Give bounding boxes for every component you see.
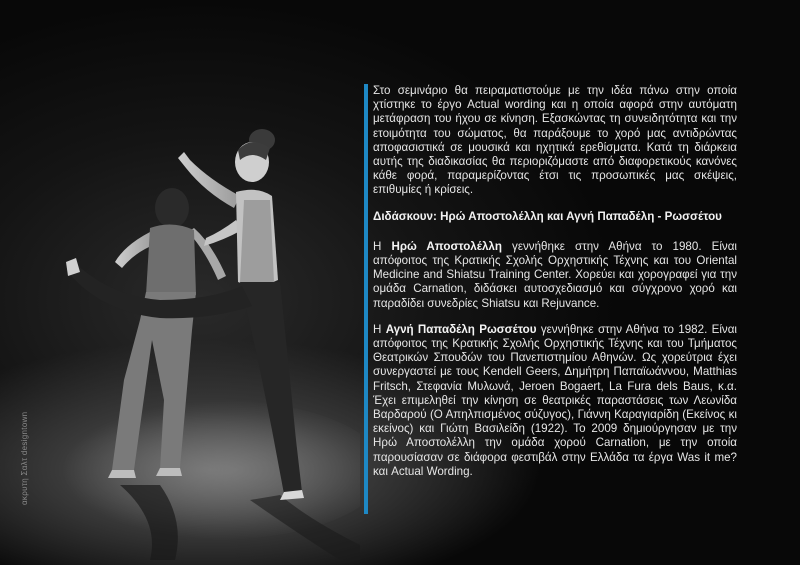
- bio-apostolelli: [373, 240, 737, 311]
- bio-apostolelli-text: γεννήθηκε στην Αθήνα το 1980. Είναι απόφοιτος της Κρατικής Σχολής Ορχηστικής Τέχνης και του Oriental Medicine and Shiatsu Training Center. Χορεύει και χορογραφεί για την ομάδα Carnation, διδάσκει αυτοσχεδιασμό και σύγχρονο χορό και παραδίδει συνεδρίες Shiatsu και Rejuvance.: [373, 239, 737, 310]
- bio-papadeli-prefix: Η: [373, 322, 386, 336]
- bio-apostolelli-prefix: Η: [373, 239, 392, 253]
- bio-papadeli-text: γεννήθηκε στην Αθήνα το 1982. Είναι απόφοιτος της Κρατικής Σχολής Ορχηστικής Τέχνης και του Τμήματος Θεατρικών Σπουδών του Πανεπιστημίου Αθηνών. Ως χορεύτρια έχει συνεργαστεί με τους Kendell Geers, Δημήτρη Παπαϊωάννου, Matthias Fritsch, Στεφανία Μυλωνά, Jeroen Bogaert, La Fura dels Baus, κ.α. Έχει επιμεληθεί την κίνηση σε θεατρικές παραστάσεις των Λεωνίδα Βαρδαρού (Ο Απηλπισμένος σύζυγος), Γιάννη Καραγιαρίδη (Εκείνος κι εκείνος) και Γιώτη Βασιλείδη (1922). Το 2009 δημιούργησαν με την Ηρώ Αποστολέλλη την ομάδα χορού Carnation, με την οποία παρουσίασαν σε διάφορα φεστιβάλ στην Ελλάδα τα έργα Was it me? και Actual Wording.: [373, 322, 737, 478]
- accent-bar: [364, 84, 368, 514]
- intro-paragraph: Στο σεμινάριο θα πειραματιστούμε με την ιδέα πάνω στην οποία χτίστηκε το έργο Actual wording και η οποία αφορά στην αυτόματη μετάφραση του ήχου σε κίνηση. Εξασκώντας τη συνειδητότητα και την ετοιμότητα του σώματος, θα παράξουμε το χορό μας αντιδρώντας αποφασιστικά σε μουσικά και ηχητικά ερεθίσματα. Κατά τη διάρκεια αυτής της διαδικασίας θα περιοριζόμαστε από διαφορετικούς κανόνες κάθε φορά, παραμερίζοντας έτσι τις προσωπικές μας σκέψεις, επιθυμίες ή κρίσεις.: [373, 84, 737, 197]
- bio-papadeli: [373, 323, 737, 479]
- bio-apostolelli-name: Ηρώ Αποστολέλλη: [391, 239, 502, 253]
- teachers-line: Διδάσκουν: Ηρώ Αποστολέλλη και Αγνή Παπαδέλη - Ρωσσέτου: [373, 209, 722, 223]
- bio-papadeli-name: Αγνή Παπαδέλη Ρωσσέτου: [385, 322, 537, 336]
- photo-credit: ακρυτη Σαλτ designtown: [20, 411, 29, 505]
- dancers-photo: [0, 0, 360, 565]
- text-column: [373, 84, 737, 491]
